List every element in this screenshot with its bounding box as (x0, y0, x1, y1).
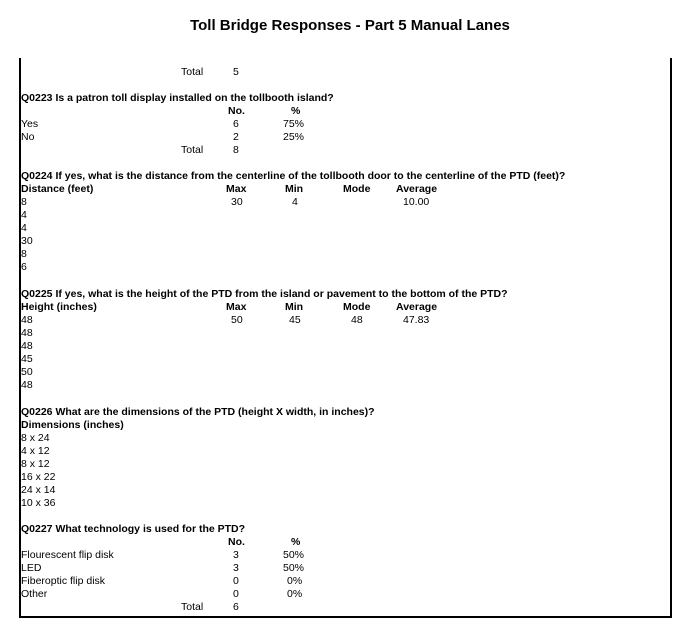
q0223-col-no: No. (228, 105, 245, 117)
q0225-value: 50 (21, 366, 33, 378)
q0224-value: 6 (21, 261, 27, 273)
q0224-value: 4 (21, 209, 27, 221)
q0227-col-pct: % (291, 536, 301, 548)
q0227-total-value: 6 (233, 601, 239, 613)
q0226-value: 8 x 12 (21, 458, 50, 470)
top-total-label: Total (181, 66, 204, 78)
q0225-value: 48 (21, 340, 33, 352)
q0223-row-no: 2 (233, 131, 239, 143)
q0225-stat-max: 50 (231, 314, 243, 326)
q0223-row-no: 6 (233, 118, 239, 130)
q0227-col-no: No. (228, 536, 245, 548)
q0225-value: 45 (21, 353, 33, 365)
q0225-question: Q0225 If yes, what is the height of the PTD from the island or pavement to the bottom of the PTD? (21, 288, 508, 300)
q0224-header-average: Average (396, 183, 438, 195)
q0227-row-label: LED (21, 562, 42, 574)
q0224-header-max: Max (226, 183, 247, 195)
q0227-row-no: 3 (233, 562, 239, 574)
q0227-row-pct: 50% (283, 562, 305, 574)
q0223-col-pct: % (291, 105, 301, 117)
q0224-stat-average: 10.00 (403, 196, 430, 208)
q0225-header-mode: Mode (343, 301, 371, 313)
q0226-value: 24 x 14 (21, 484, 56, 496)
q0224-header-min: Min (285, 183, 304, 195)
q0227-row-pct: 50% (283, 549, 305, 561)
q0224-header-mode: Mode (343, 183, 371, 195)
q0226-col-label: Dimensions (inches) (21, 419, 124, 431)
q0227-row-pct: 0% (287, 575, 303, 587)
q0225-header-max: Max (226, 301, 247, 313)
q0225-value: 48 (21, 327, 33, 339)
q0227-row-label: Fiberoptic flip disk (21, 575, 106, 587)
q0224-value: 4 (21, 222, 27, 234)
q0223-question: Q0223 Is a patron toll display installed on the tollbooth island? (21, 92, 334, 104)
q0225-header-min: Min (285, 301, 304, 313)
q0224-value: 30 (21, 235, 33, 247)
q0223-total-value: 8 (233, 144, 239, 156)
q0227-row-no: 0 (233, 575, 239, 587)
q0227-row-label: Other (21, 588, 48, 600)
q0227-row-no: 0 (233, 588, 239, 600)
q0224-value: 8 (21, 248, 27, 260)
q0226-value: 16 x 22 (21, 471, 56, 483)
q0225-col-label: Height (inches) (21, 301, 97, 313)
q0225-stat-average: 47.83 (403, 314, 430, 326)
q0225-stat-mode: 48 (351, 314, 363, 326)
q0224-value: 8 (21, 196, 27, 208)
q0224-question: Q0224 If yes, what is the distance from the centerline of the tollbooth door to the centerline of the PTD (feet)? (21, 170, 566, 182)
q0227-row-label: Flourescent flip disk (21, 549, 114, 561)
q0225-stat-min: 45 (289, 314, 301, 326)
q0225-value: 48 (21, 314, 33, 326)
q0226-value: 10 x 36 (21, 497, 56, 509)
q0225-header-average: Average (396, 301, 438, 313)
q0227-row-pct: 0% (287, 588, 303, 600)
q0226-value: 8 x 24 (21, 432, 50, 444)
q0223-row-label: Yes (21, 118, 39, 130)
page-title: Toll Bridge Responses - Part 5 Manual Lanes (190, 17, 510, 34)
q0224-stat-min: 4 (292, 196, 298, 208)
q0223-row-label: No (21, 131, 35, 143)
q0225-value: 48 (21, 379, 33, 391)
q0223-row-pct: 75% (283, 118, 305, 130)
q0226-question: Q0226 What are the dimensions of the PTD (height X width, in inches)? (21, 406, 375, 418)
top-total-value: 5 (233, 66, 239, 78)
q0224-col-label: Distance (feet) (21, 183, 94, 195)
q0224-stat-max: 30 (231, 196, 243, 208)
q0226-value: 4 x 12 (21, 445, 50, 457)
q0223-row-pct: 25% (283, 131, 305, 143)
q0227-question: Q0227 What technology is used for the PTD? (21, 523, 246, 535)
q0223-total-label: Total (181, 144, 204, 156)
q0227-row-no: 3 (233, 549, 239, 561)
q0227-total-label: Total (181, 601, 204, 613)
